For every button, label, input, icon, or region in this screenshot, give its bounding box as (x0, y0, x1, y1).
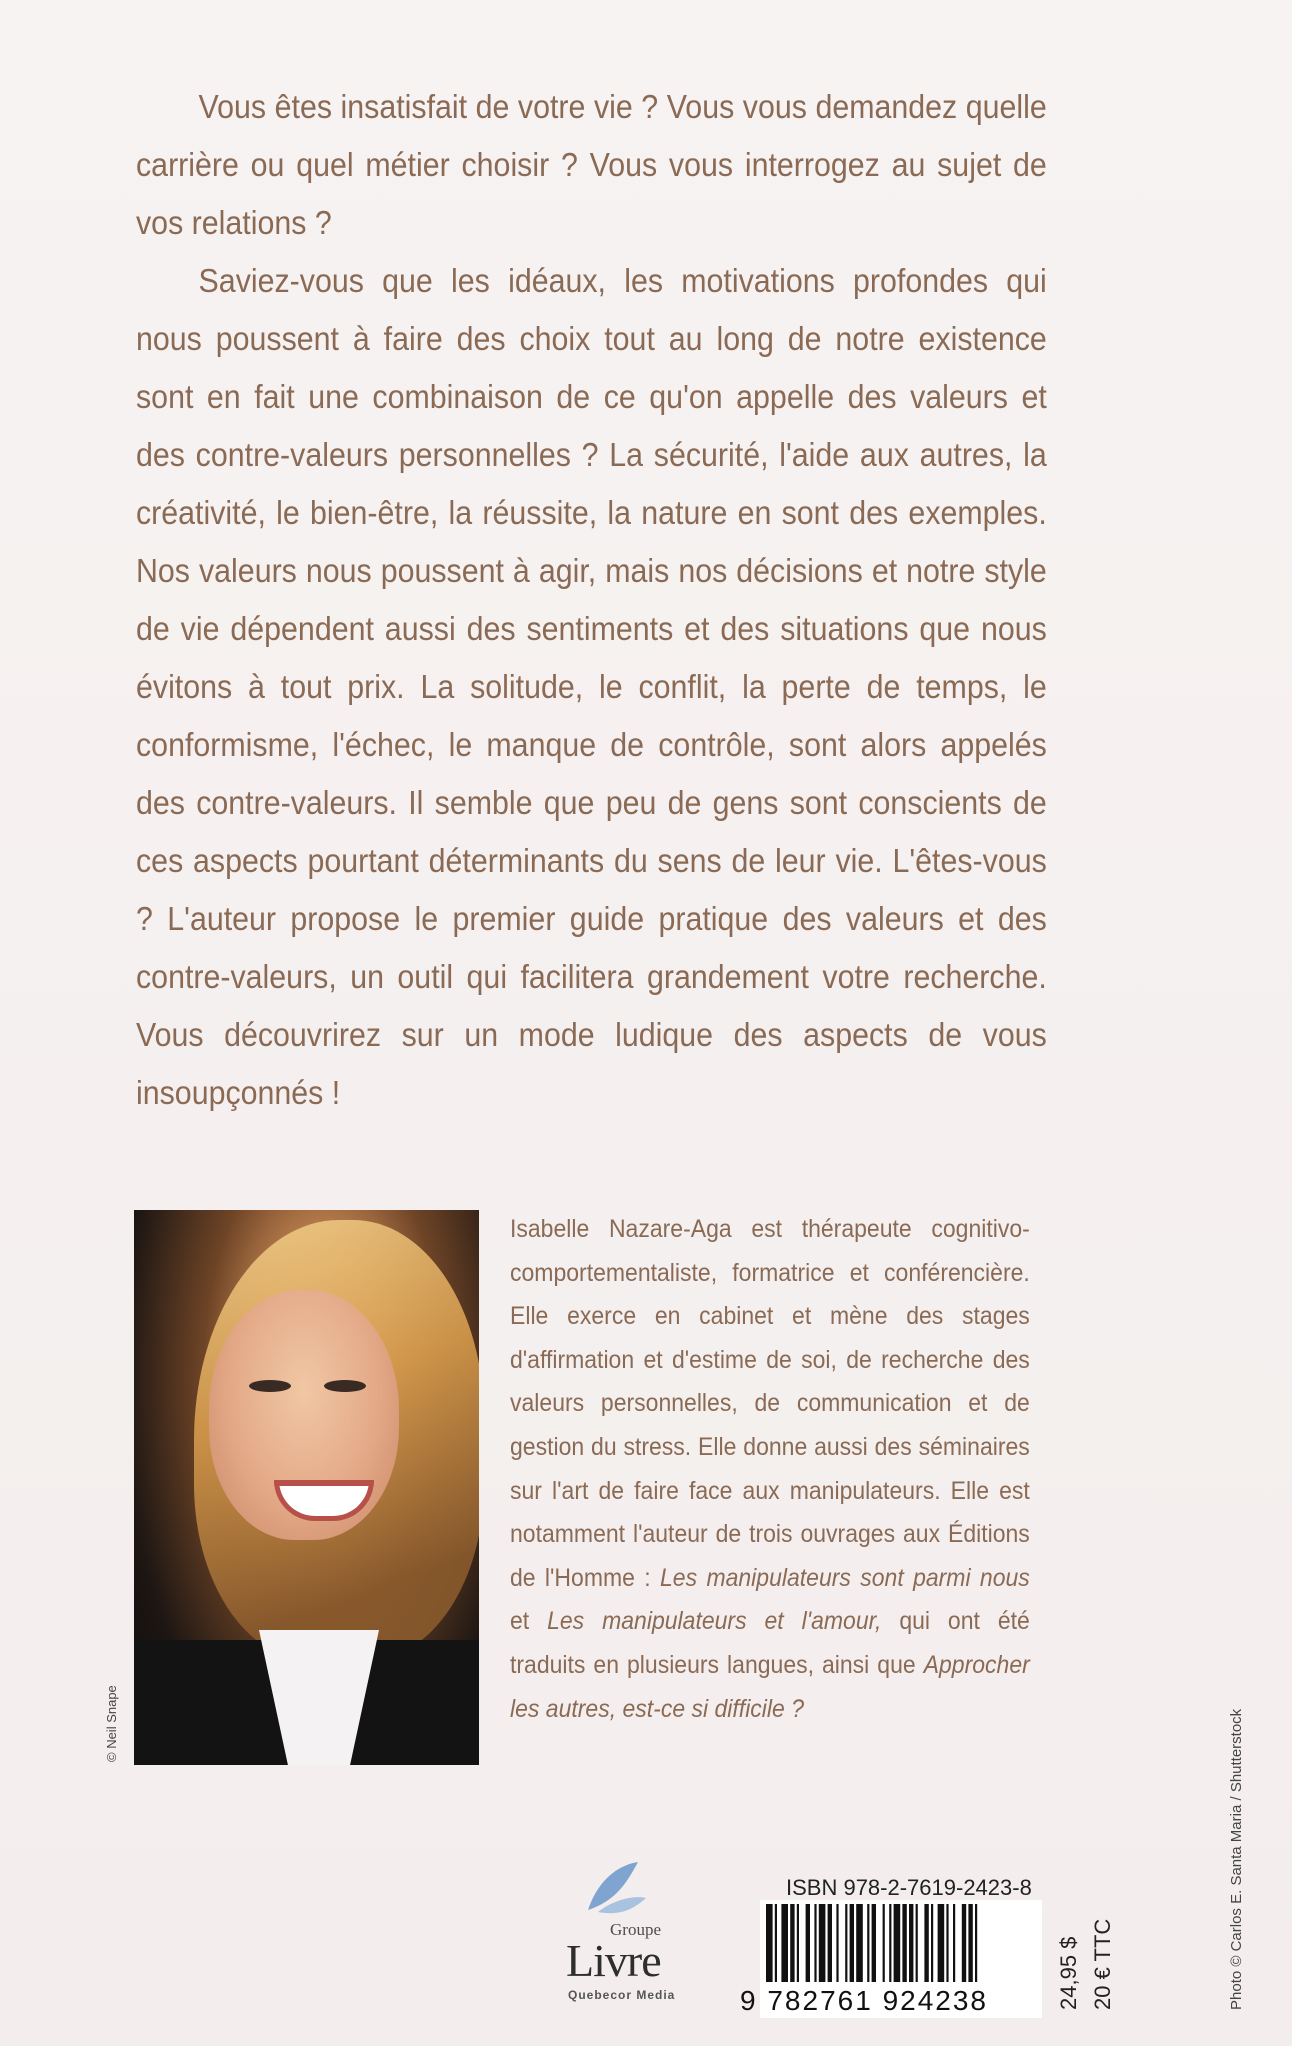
logo-quebecor: Quebecor Media (568, 1988, 676, 2002)
photo-eye-right (324, 1380, 366, 1392)
blurb-text (136, 78, 1047, 1122)
photo-eye-left (249, 1380, 291, 1392)
leaf-icon (578, 1860, 648, 1920)
bio-text-1: Isabelle Nazare-Aga est thérapeute cognitivo-comportementaliste, formatrice et conférencière. Elle exerce en cabinet et mène des stages d'affirmation et d'estime de soi, de recherche des valeurs personnelles, de communication et de gestion du stress. Elle donne aussi des séminaires sur l'art de faire face aux manipulateurs. Elle est notamment l'auteur de trois ouvrages aux Éditions de l'Homme : (510, 1215, 1030, 1592)
logo-livre: Livre (566, 1935, 661, 1986)
logo-groupe: Groupe (610, 1920, 661, 1939)
barcode-bars (766, 1904, 1036, 1982)
bio-book-2: Les manipulateurs et l'amour, (547, 1607, 882, 1636)
bio-text-2: et (510, 1607, 548, 1636)
blurb-paragraph-1: Vous êtes insatisfait de votre vie ? Vous vous demandez quelle carrière ou quel métier choisir ? Vous vous interrogez au sujet de vos relations ? (136, 88, 1047, 241)
isbn-label: ISBN 978-2-7619-2423-8 (786, 1875, 1032, 1900)
price-cad: 24,95 $ (1056, 1936, 1081, 2010)
author-photo (134, 1210, 479, 1765)
bio-book-3: Approcher les autres, est-ce si difficile ? (510, 1650, 1030, 1723)
bio-text-3: qui ont été traduits en plusieurs langues, ainsi que (510, 1607, 1030, 1679)
barcode-digits: 9 782761 924238 (740, 1985, 988, 2016)
photo-credit: © Neil Snape (104, 1685, 119, 1762)
publisher-logo (560, 1860, 690, 2000)
bio-book-1: Les manipulateurs sont parmi nous (660, 1563, 1030, 1592)
price-eur: 20 € TTC (1090, 1918, 1115, 2010)
blurb-paragraph-2: Saviez-vous que les idéaux, les motivations profondes qui nous poussent à faire des choix tout au long de notre existence sont en fait une combinaison de ce qu'on appelle des valeurs et des contre-valeurs personnelles ? La sécurité, l'aide aux autres, la créativité, le bien-être, la réussite, la nature en sont des exemples. Nos valeurs nous poussent à agir, mais nos décisions et notre style de vie dépendent aussi des sentiments et des situations que nous évitons à tout prix. La solitude, le conflit, la perte de temps, le conformisme, l'échec, le manque de contrôle, sont alors appelés des contre-valeurs. Il semble que peu de gens sont conscients de ces aspects pourtant déterminants du sens de leur vie. L'êtes-vous ? L'auteur propose le premier guide pratique des valeurs et des contre-valeurs, un outil qui facilitera grandement votre recherche. Vous découvrirez sur un mode ludique des aspects de vous insoupçonnés ! (136, 262, 1047, 1111)
cover-photo-credit: Photo © Carlos E. Santa Maria / Shutterstock (1228, 1708, 1245, 2010)
author-bio (510, 1208, 1030, 1731)
